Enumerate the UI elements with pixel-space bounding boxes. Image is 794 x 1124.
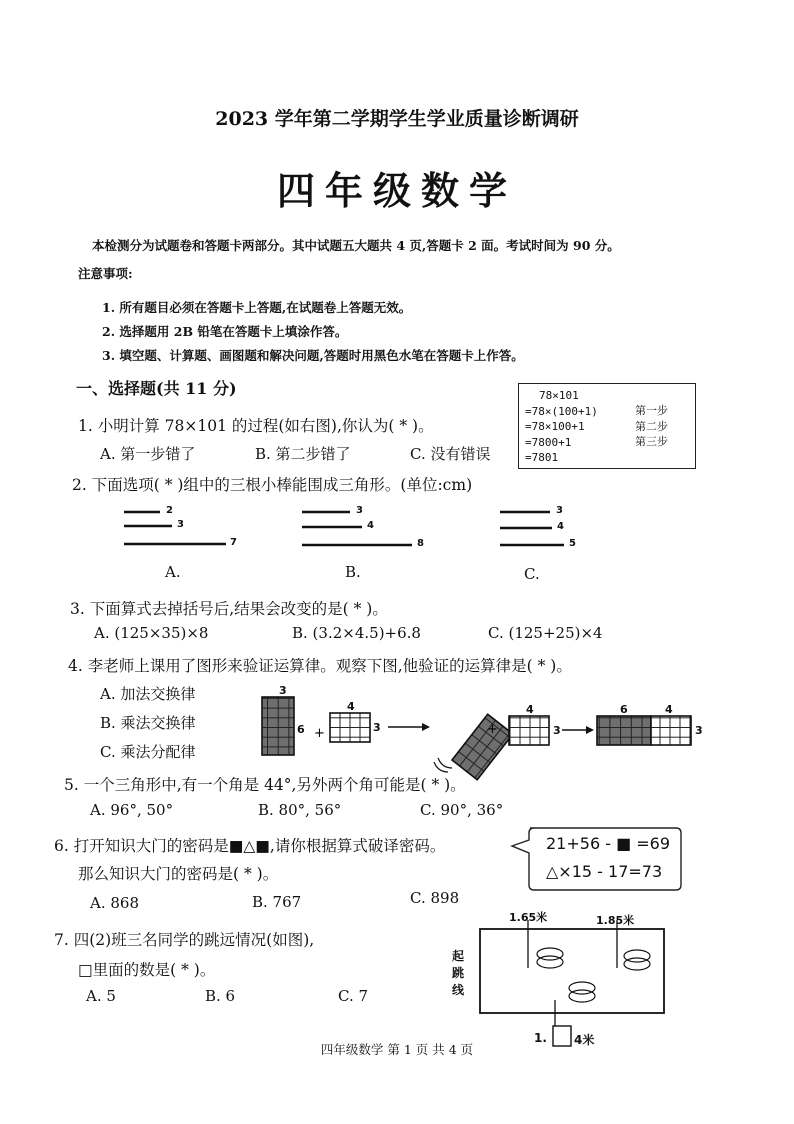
q4-option-c: C. 乘法分配律	[100, 743, 196, 761]
bubble-equation-2: △×15 - 17=73	[546, 862, 663, 881]
q5-option-c: C. 90°, 36°	[420, 801, 504, 819]
dim-label: 3	[279, 684, 287, 697]
dim-label: 4	[665, 703, 673, 716]
stick-length: 5	[569, 538, 576, 549]
stick-length: 4	[557, 521, 564, 532]
q2-option-a: A.	[165, 563, 181, 581]
q1-stem: 1. 小明计算 78×101 的过程(如右图),你认为( * )。	[78, 417, 434, 435]
note-item: 1. 所有题目必须在答题卡上答题,在试题卷上答题无效。	[102, 300, 412, 315]
start-line-label	[452, 948, 464, 999]
q1-option-a: A. 第一步错了	[100, 445, 196, 463]
q1-work-line: 78×101	[539, 389, 579, 402]
q6-stem-1: 6. 打开知识大门的密码是■△■,请你根据算式破译密码。	[54, 837, 446, 855]
stick-length: 8	[417, 538, 424, 549]
q2-option-c: C.	[524, 565, 540, 583]
stick-length: 3	[556, 505, 563, 516]
dim-label: 6	[620, 703, 628, 716]
q7-option-b: B. 6	[205, 987, 236, 1005]
q1-step-label: 第二步	[635, 419, 668, 433]
start-char: 跳	[452, 966, 465, 980]
note-item: 2. 选择题用 2B 铅笔在答题卡上填涂作答。	[102, 324, 348, 339]
q4-stem: 4. 李老师上课用了图形来验证运算律。观察下图,他验证的运算律是( * )。	[68, 657, 572, 675]
q6-option-c: C. 898	[410, 889, 460, 907]
q1-option-b: B. 第二步错了	[255, 445, 351, 463]
q6-stem-2: 那么知识大门的密码是( * )。	[78, 865, 279, 883]
q3-stem: 3. 下面算式去掉括号后,结果会改变的是( * )。	[70, 600, 388, 618]
stick-length: 4	[367, 520, 374, 531]
exam-subtitle: 2023 学年第二学期学生学业质量诊断调研	[215, 108, 579, 130]
q1-step-label: 第三步	[635, 435, 668, 448]
page-footer: 四年级数学 第 1 页 共 4 页	[320, 1042, 474, 1057]
q1-work-line: =7800+1	[525, 435, 572, 449]
q5-option-b: B. 80°, 56°	[258, 801, 342, 819]
q7-option-a: A. 5	[86, 987, 116, 1005]
dim-label: 6	[297, 723, 305, 736]
stick-length: 7	[230, 537, 237, 548]
start-char: 起	[452, 949, 465, 963]
section-heading: 一、选择题(共 11 分)	[76, 379, 237, 398]
mark-label: 1.85米	[596, 914, 635, 927]
q2-stem: 2. 下面选项( * )组中的三根小棒能围成三角形。(单位:cm)	[72, 476, 473, 494]
footprint-icon	[537, 948, 650, 1002]
mark-label: 1.65米	[509, 911, 548, 924]
start-char: 线	[452, 983, 465, 997]
exam-title: 四年级数学	[276, 168, 517, 213]
q1-work-line: =7801	[525, 451, 559, 464]
dim-label: 3	[553, 724, 561, 737]
q7-stem-1: 7. 四(2)班三名同学的跳远情况(如图),	[54, 931, 315, 949]
q5-stem: 5. 一个三角形中,有一个角是 44°,另外两个角可能是( * )。	[64, 776, 466, 794]
q3-option-a: A. (125×35)×8	[94, 624, 209, 642]
q4-option-b: B. 乘法交换律	[100, 714, 196, 732]
notes-heading: 注意事项:	[78, 266, 133, 281]
q1-option-c: C. 没有错误	[410, 445, 491, 463]
q3-option-b: B. (3.2×4.5)+6.8	[292, 624, 421, 642]
dim-label: 4	[526, 703, 534, 716]
dim-label: 3	[695, 724, 703, 737]
dim-label: 4	[347, 700, 355, 713]
q6-option-b: B. 767	[252, 893, 302, 911]
intro-text: 本检测分为试题卷和答题卡两部分。其中试题五大题共 4 页,答题卡 2 面。考试时间为 90 分。	[92, 238, 620, 253]
q6-option-a: A. 868	[90, 894, 139, 912]
q1-work-line: =78×100+1	[525, 420, 585, 433]
stick-length: 3	[177, 519, 184, 530]
note-item: 3. 填空题、计算题、画图题和解决问题,答题时用黑色水笔在答题卡上作答。	[102, 348, 524, 363]
q1-step-label: 第一步	[635, 404, 668, 417]
plus-sign: +	[487, 722, 498, 737]
q2-option-b: B.	[345, 563, 361, 581]
plus-sign: +	[314, 726, 325, 741]
q7-stem-2: □里面的数是( * )。	[78, 961, 216, 979]
q4-option-a: A. 加法交换律	[100, 685, 196, 703]
stick-length: 3	[356, 505, 363, 516]
q1-work-line: =78×(100+1)	[525, 404, 598, 418]
q3-option-c: C. (125+25)×4	[488, 624, 603, 642]
stick-length: 2	[166, 505, 173, 516]
q5-option-a: A. 96°, 50°	[90, 801, 174, 819]
dim-label: 3	[373, 721, 381, 734]
answer-prefix: 1.	[534, 1031, 547, 1045]
answer-suffix: 4米	[574, 1033, 595, 1047]
bubble-equation-1: 21+56 - ■ =69	[546, 834, 671, 853]
q7-option-c: C. 7	[338, 987, 369, 1005]
